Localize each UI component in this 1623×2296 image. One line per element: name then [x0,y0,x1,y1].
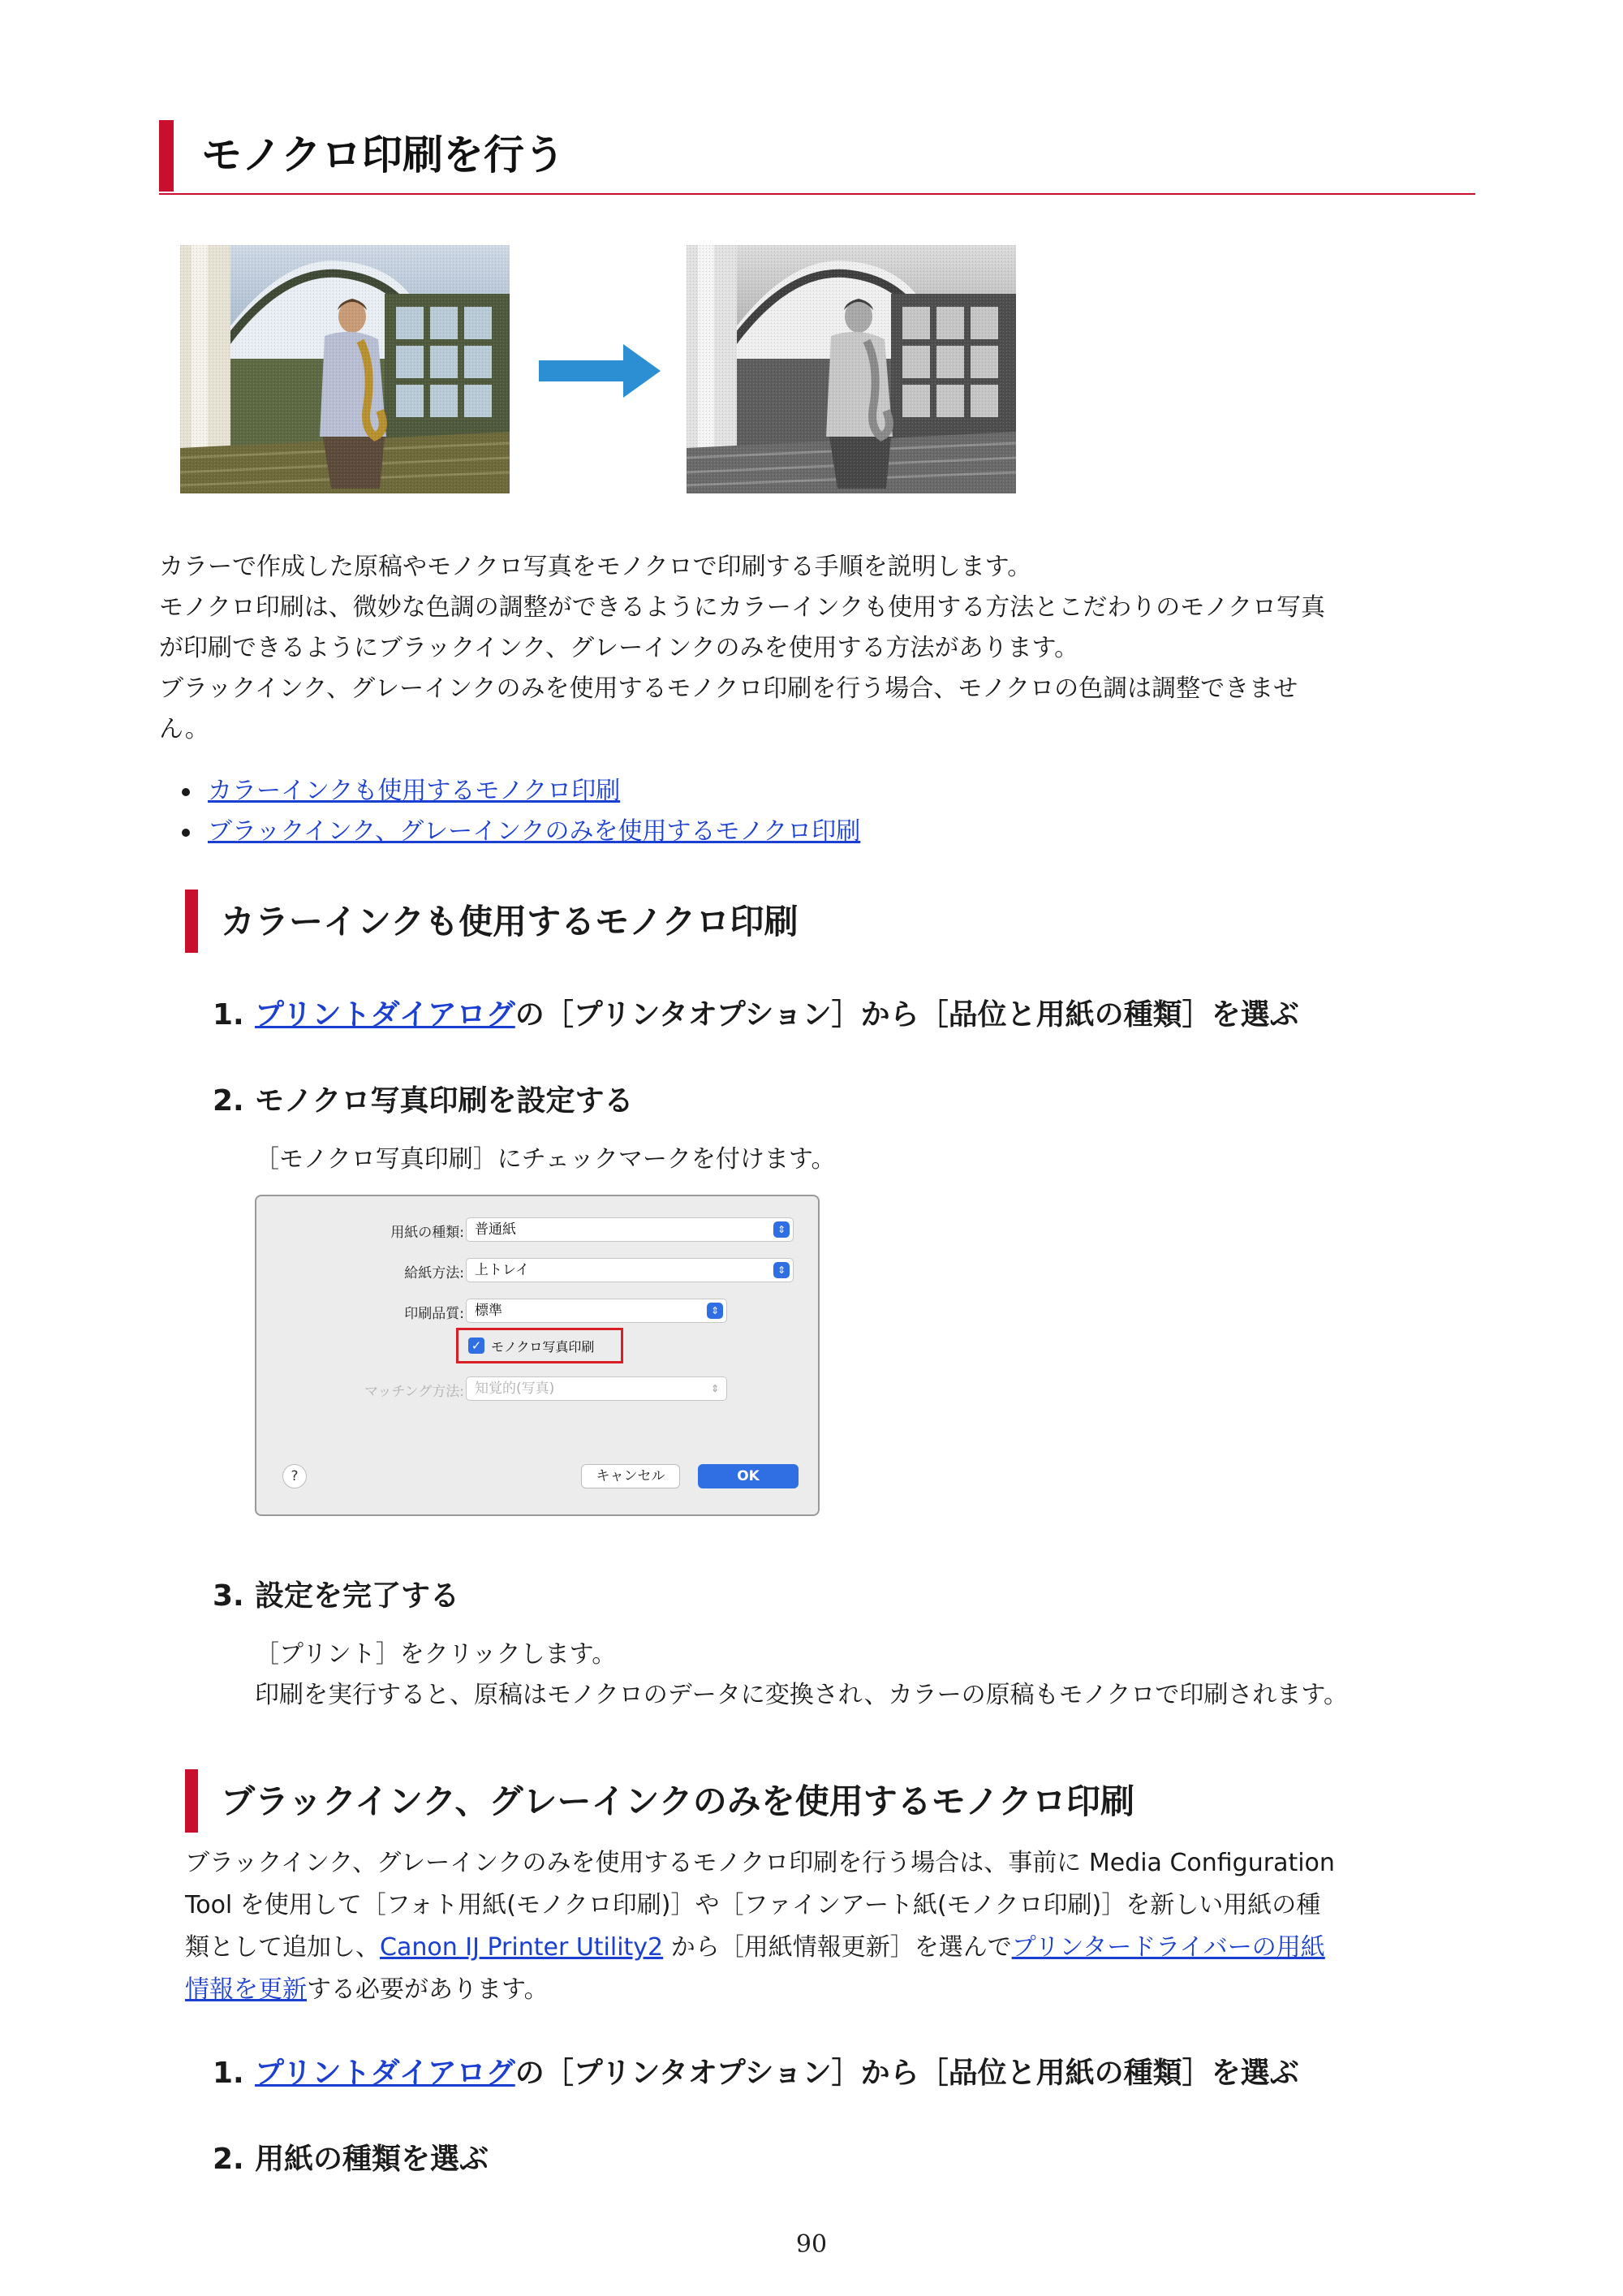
section-accent-bar [185,1769,198,1833]
mono-photo-checkbox-label: モノクロ写真印刷 [491,1339,595,1355]
title-accent-bar [159,120,174,192]
ok-button[interactable]: OK [698,1464,799,1488]
step-1 [213,995,1299,1036]
step-2 [213,1081,634,1122]
section2-step-1 [213,2053,1299,2094]
canon-ij-printer-utility2-link[interactable]: Canon IJ Printer Utility2 [380,1933,664,1962]
step-description-line: 印刷を実行すると、原稿はモノクロのデータに変換され、カラーの原稿もモノクロで印刷されます。 [255,1681,1348,1709]
section-heading-text: ブラックインク、グレーインクのみを使用するモノクロ印刷 [221,1781,1135,1821]
matching-method-label: マッチング方法: [364,1384,464,1400]
step-number: 2. [213,2143,244,2176]
intro-text [159,547,1490,750]
update-paper-info-link[interactable]: プリンタードライバーの用紙 [1011,1933,1325,1962]
help-button[interactable]: ? [282,1464,307,1488]
para-line [185,1927,1483,1969]
paper-type-row [256,1216,821,1245]
section2-paragraph [185,1842,1483,2011]
section-heading-color-ink [185,890,1483,954]
arrow-right-icon [539,344,661,398]
para-text: から［用紙情報更新］を選んで [663,1933,1012,1962]
para-text: する必要があります。 [307,1975,549,2004]
step-text: 設定を完了する [255,1579,460,1613]
step-number: 1. [213,2057,244,2090]
chevron-updown-icon: ⇕ [773,1221,790,1238]
chevron-updown-icon: ⇕ [773,1262,790,1278]
print-quality-row [256,1297,821,1326]
paper-source-value: 上トレイ [475,1262,530,1278]
intro-line: が印刷できるようにブラックインク、グレーインクのみを使用する方法があります。 [159,634,1079,662]
step-2-description [255,1139,836,1180]
update-paper-info-link-cont[interactable]: 情報を更新 [185,1975,307,2004]
step-number: 3. [213,1579,244,1613]
print-quality-value: 標準 [475,1303,502,1319]
intro-line: ブラックインク、グレーインクのみを使用するモノクロ印刷を行う場合、モノクロの色調は調整できませ [159,674,1298,703]
cancel-button[interactable]: キャンセル [581,1464,680,1488]
step-description-line: ［プリント］をクリックします。 [255,1640,617,1669]
page-title: モノクロ印刷を行う [201,131,565,179]
step-number: 1. [213,998,244,1032]
para-line: ブラックインク、グレーインクのみを使用するモノクロ印刷を行う場合は、事前に Media Configuration [185,1849,1335,1877]
paper-type-label: 用紙の種類: [390,1225,464,1241]
matching-method-row [256,1375,821,1404]
step-text: 用紙の種類を選ぶ [255,2143,489,2176]
matching-method-value: 知覚的(写真) [475,1381,555,1397]
paper-type-value: 普通紙 [475,1221,516,1238]
print-dialog-link[interactable]: プリントダイアログ [255,2057,515,2090]
chevron-updown-icon: ⇕ [707,1303,723,1319]
mono-photo-checkbox-highlight [456,1328,623,1363]
intro-line: ん。 [159,715,209,743]
step-text: の［プリンタオプション］から［品位と用紙の種類］を選ぶ [514,2057,1299,2090]
link-black-gray-ink-mono[interactable]: ブラックインク、グレーインクのみを使用するモノクロ印刷 [208,817,861,846]
step-text: モノクロ写真印刷を設定する [255,1084,634,1118]
page-title-block [159,120,1475,195]
paper-source-label: 給紙方法: [404,1265,464,1282]
step-3-description [255,1635,1348,1716]
print-quality-label: 印刷品質: [404,1306,464,1322]
para-line [185,1969,1483,2011]
para-line: Tool を使用して［フォト用紙(モノクロ印刷)］や［ファインアート紙(モノクロ印刷)］を新しい用紙の種 [185,1891,1321,1919]
section-accent-bar [185,890,198,953]
chevron-updown-icon: ⇕ [710,1383,720,1394]
monochrome-photo [687,245,1016,493]
print-quality-select[interactable] [466,1299,727,1323]
paper-type-select[interactable] [466,1217,794,1242]
section-link-list [180,771,860,852]
intro-line: モノクロ印刷は、微妙な色調の調整ができるようにカラーインクも使用する方法とこだわりのモノクロ写真 [159,593,1325,622]
list-item [180,771,860,812]
list-item [180,812,860,852]
matching-method-select [466,1376,727,1401]
section2-step-2 [213,2139,489,2180]
para-text: 類として追加し、 [185,1933,380,1962]
mono-photo-checkbox[interactable]: ✓ [468,1338,484,1354]
print-options-dialog [255,1195,820,1516]
page-number: 90 [795,2230,828,2259]
paper-source-row [256,1256,821,1286]
intro-line: カラーで作成した原稿やモノクロ写真をモノクロで印刷する手順を説明します。 [159,553,1032,581]
step-description-line: ［モノクロ写真印刷］にチェックマークを付けます。 [255,1145,836,1174]
step-number: 2. [213,1084,244,1118]
step-3 [213,1576,459,1617]
link-color-ink-mono[interactable]: カラーインクも使用するモノクロ印刷 [208,777,621,805]
step-text: の［プリンタオプション］から［品位と用紙の種類］を選ぶ [514,998,1299,1032]
paper-source-select[interactable] [466,1258,794,1282]
color-photo [180,245,510,493]
section-heading-text: カラーインクも使用するモノクロ印刷 [221,902,799,941]
section-heading-black-gray-ink [185,1769,1483,1834]
print-dialog-link[interactable]: プリントダイアログ [255,998,515,1032]
